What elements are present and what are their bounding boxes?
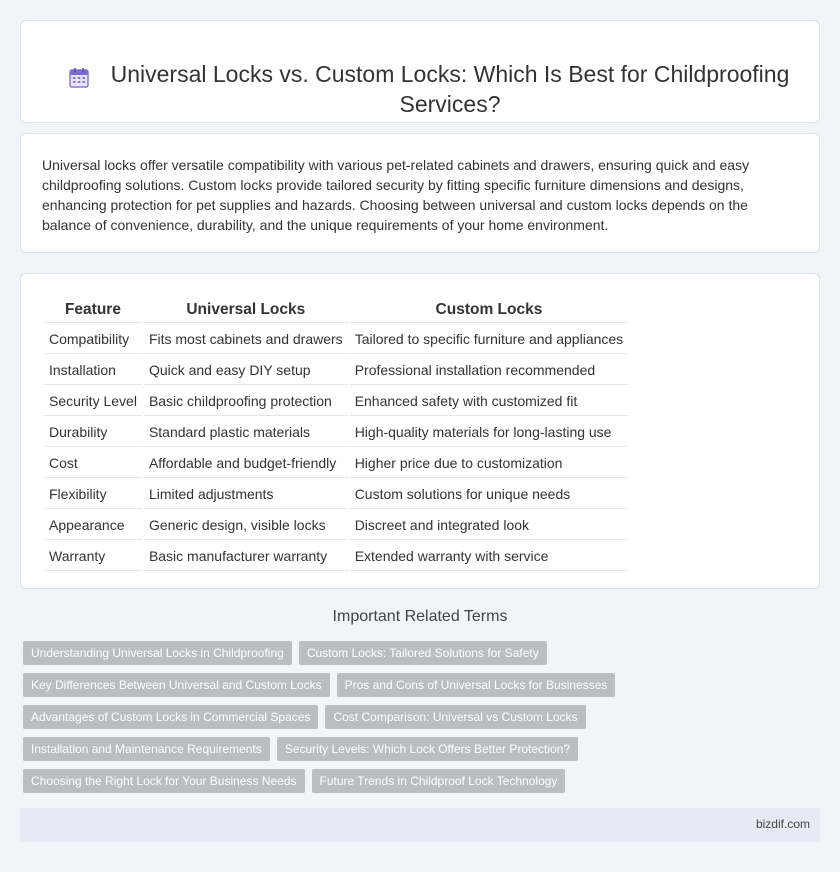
- table-cell: Basic childproofing protection: [144, 387, 348, 416]
- table-cell: Affordable and budget-friendly: [144, 449, 348, 478]
- table-cell: Generic design, visible locks: [144, 511, 348, 540]
- table-row: [44, 325, 628, 354]
- table-cell: Warranty: [44, 542, 142, 571]
- table-cell: High-quality materials for long-lasting use: [350, 418, 629, 447]
- table-cell: Higher price due to customization: [350, 449, 629, 478]
- table-row: [44, 387, 628, 416]
- related-term-tag[interactable]: Pros and Cons of Universal Locks for Businesses: [337, 673, 616, 697]
- table-cell: Quick and easy DIY setup: [144, 356, 348, 385]
- related-term-tag[interactable]: Security Levels: Which Lock Offers Better Protection?: [277, 737, 578, 761]
- table-cell: Durability: [44, 418, 142, 447]
- title-card: [20, 20, 820, 123]
- column-header: Universal Locks: [144, 298, 348, 323]
- table-cell: Limited adjustments: [144, 480, 348, 509]
- table-cell: Standard plastic materials: [144, 418, 348, 447]
- table-row: [44, 449, 628, 478]
- table-cell: Discreet and integrated look: [350, 511, 629, 540]
- table-cell: Tailored to specific furniture and appliances: [350, 325, 629, 354]
- table-cell: Compatibility: [44, 325, 142, 354]
- footer-brand[interactable]: bizdif.com: [755, 817, 810, 831]
- table-row: [44, 418, 628, 447]
- related-term-tag[interactable]: Choosing the Right Lock for Your Business Needs: [23, 769, 305, 793]
- footer: [20, 808, 820, 842]
- calendar-icon: [67, 66, 91, 90]
- table-cell: Custom solutions for unique needs: [350, 480, 629, 509]
- related-term-tag[interactable]: Future Trends in Childproof Lock Technology: [312, 769, 566, 793]
- column-header: Custom Locks: [350, 298, 629, 323]
- table-row: [44, 356, 628, 385]
- related-terms-title: Important Related Terms: [332, 608, 508, 625]
- table-cell: Security Level: [44, 387, 142, 416]
- table-cell: Cost: [44, 449, 142, 478]
- table-row: [44, 511, 628, 540]
- related-term-tag[interactable]: Advantages of Custom Locks in Commercial Spaces: [23, 705, 318, 729]
- table-cell: Extended warranty with service: [350, 542, 629, 571]
- table-cell: Professional installation recommended: [350, 356, 629, 385]
- related-term-tag[interactable]: Cost Comparison: Universal vs Custom Locks: [325, 705, 585, 729]
- related-term-tag[interactable]: Key Differences Between Universal and Custom Locks: [23, 673, 330, 697]
- table-cell: Fits most cabinets and drawers: [144, 325, 348, 354]
- table-cell: Flexibility: [44, 480, 142, 509]
- table-row: [44, 480, 628, 509]
- related-term-tag[interactable]: Understanding Universal Locks in Childproofing: [23, 641, 292, 665]
- intro-paragraph: Universal locks offer versatile compatibility with various pet-related cabinets and drawers, ensuring quick and easy childproofing solutions. Custom locks provide tailored security by fitting specific furniture dimensions and designs, enhancing protection for pet supplies and hazards. Choosing between universal and custom locks depends on the balance of convenience, durability, and the unique requirements of your home environment.: [42, 157, 750, 233]
- related-terms-list: [23, 641, 823, 801]
- related-term-tag[interactable]: Installation and Maintenance Requirements: [23, 737, 270, 761]
- comparison-table: [42, 296, 630, 573]
- related-term-tag[interactable]: Custom Locks: Tailored Solutions for Safety: [299, 641, 547, 665]
- comparison-card: [20, 273, 820, 589]
- table-header-row: [44, 298, 628, 323]
- table-row: [44, 542, 628, 571]
- table-cell: Basic manufacturer warranty: [144, 542, 348, 571]
- table-cell: Enhanced safety with customized fit: [350, 387, 629, 416]
- table-cell: Installation: [44, 356, 142, 385]
- table-cell: Appearance: [44, 511, 142, 540]
- page-title: Universal Locks vs. Custom Locks: Which Is Best for Childproofing Services?: [110, 61, 790, 117]
- intro-card: [20, 133, 820, 253]
- column-header: Feature: [44, 298, 142, 323]
